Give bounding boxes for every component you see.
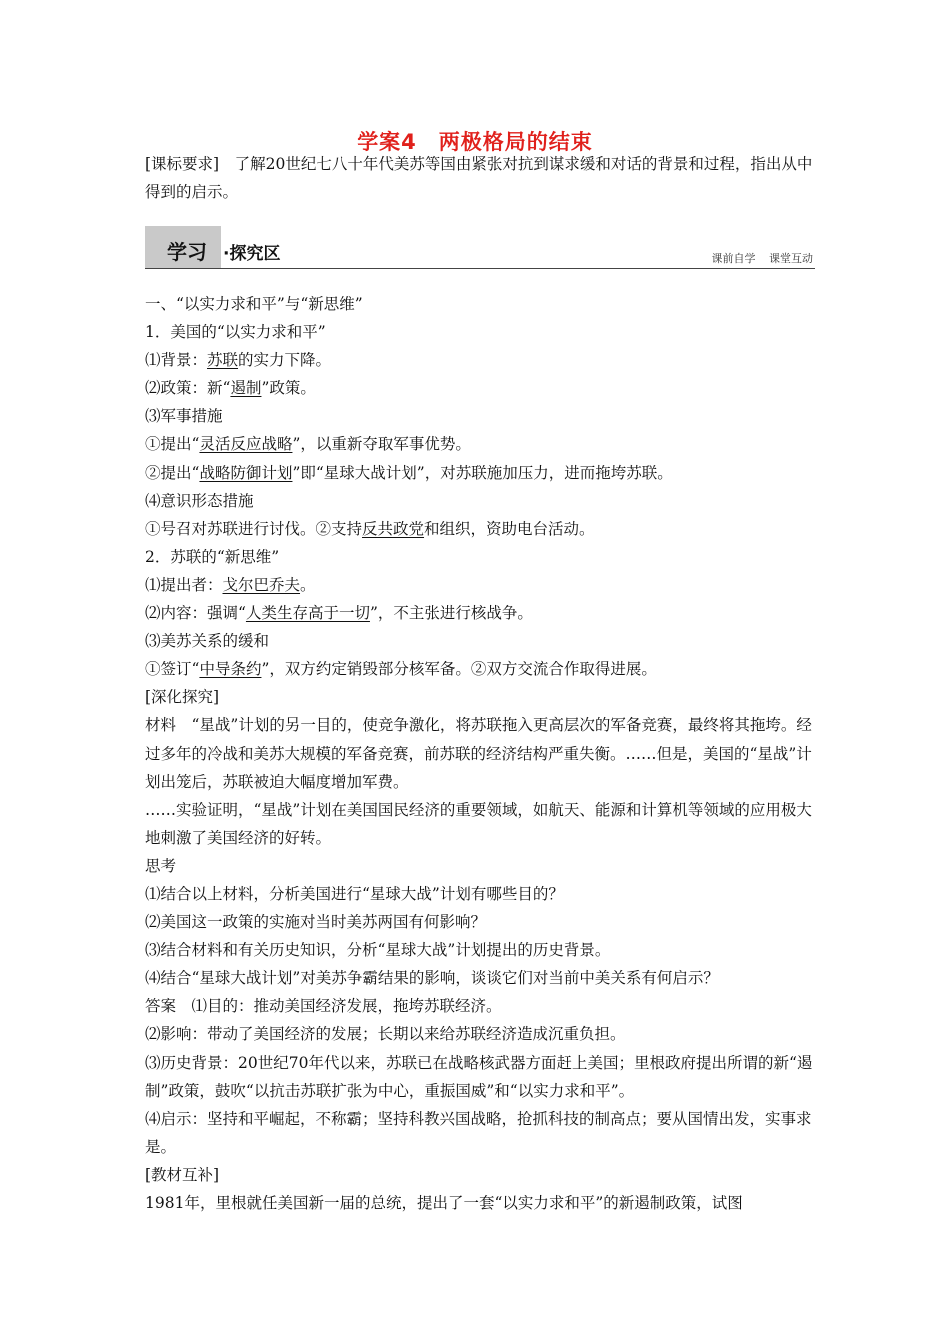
requirement-label: [课标要求] [145, 155, 220, 173]
answer: ⑷启示：坚持和平崛起，不称霸；坚持科教兴国战略，抢抓科技的制高点；要从国情出发，实事求是。 [145, 1109, 812, 1156]
question: ⑶结合材料和有关历史知识，分析“星球大战”计划提出的历史背景。 [145, 941, 611, 960]
answer: ⑵影响：带动了美国经济的发展；长期以来给苏联经济造成沉重负担。 [145, 1025, 626, 1044]
blank-answer: 遏制 [230, 379, 262, 398]
blank-answer: 反共政党 [362, 519, 425, 538]
banner-sub: ·探究区 [223, 244, 281, 264]
blank-answer: 人类生存高于一切 [245, 604, 370, 623]
blank-answer: 中导条约 [199, 660, 262, 679]
page-title: 学案4 两极格局的结束 [357, 130, 593, 154]
supplement-text: 1981年，里根就任美国新一届的总统，提出了一套“以实力求和平”的新遏制政策，试图 [145, 1194, 743, 1212]
banner-main: 学习 [167, 240, 207, 264]
question: ⑷结合“星球大战计划”对美苏争霸结果的影响，谈谈它们对当前中美关系有何启示？ [145, 969, 719, 988]
supplement-heading: [教材互补] [145, 1165, 220, 1184]
section-heading: 一、“以实力求和平”与“新思维” [145, 295, 363, 313]
section-banner [145, 226, 815, 270]
requirement-text: 了解20世纪七八十年代美苏等国由紧张对抗到谋求缓和对话的背景和过程，指出从中得到的启示。 [145, 155, 813, 201]
blank-answer: 戈尔巴乔夫 [222, 575, 301, 594]
material-paragraph: ……实验证明，“星战”计划在美国国民经济的重要领域，如航天、能源和计算机等领域的应用极大地刺激了美国经济的好转。 [145, 800, 812, 847]
question: ⑴结合以上材料，分析美国进行“星球大战”计划有哪些目的？ [145, 884, 564, 903]
paragraph: ②提出“战略防御计划”即“星球大战计划”，对苏联施加压力，进而拖垮苏联。 [145, 463, 673, 482]
paragraph: ⑷意识形态措施 [145, 491, 254, 510]
think-heading: 思考 [145, 856, 177, 875]
main-content [145, 290, 817, 1217]
paragraph: ⑶美苏关系的缓和 [145, 632, 270, 651]
paragraph: ①提出“灵活反应战略”，以重新夺取军事优势。 [145, 435, 471, 454]
banner-right: 课前自学 课堂互动 [711, 252, 813, 265]
blank-answer: 战略防御计划 [199, 463, 293, 482]
paragraph: ⑵内容：强调“人类生存高于一切”，不主张进行核战争。 [145, 604, 533, 623]
answer: ⑶历史背景：20世纪70年代以来，苏联已在战略核武器方面赶上美国；里根政府提出所谓的新“遏制”政策，鼓吹“以抗击苏联扩张为中心，重振国威”和“以实力求和平”。 [145, 1053, 813, 1100]
paragraph: ①签订“中导条约”，双方约定销毁部分核军备。②双方交流合作取得进展。 [145, 660, 657, 679]
subsection-heading: 1．美国的“以实力求和平” [145, 323, 326, 342]
paragraph: ⑴提出者：戈尔巴乔夫。 [145, 575, 316, 594]
paragraph: ⑶军事措施 [145, 407, 223, 426]
banner-divider [145, 268, 815, 269]
blank-answer: 灵活反应战略 [199, 435, 293, 454]
blank-answer: 苏联 [207, 351, 239, 370]
answer: 答案 ⑴目的：推动美国经济发展，拖垮苏联经济。 [145, 997, 502, 1016]
curriculum-requirement [145, 150, 817, 206]
paragraph: ⑴背景：苏联的实力下降。 [145, 351, 332, 370]
subsection-heading: 2．苏联的“新思维” [145, 547, 280, 566]
explore-heading: [深化探究] [145, 688, 220, 707]
paragraph: ⑵政策：新“遏制”政策。 [145, 379, 316, 398]
material-paragraph: 材料 “星战”计划的另一目的，使竞争激化，将苏联拖入更高层次的军备竞赛，最终将其拖垮。经过多年的冷战和美苏大规模的军备竞赛，前苏联的经济结构严重失衡。……但是，美国的“星战”计划出笼后，苏联被迫大幅度增加军费。 [145, 716, 812, 791]
banner-box [145, 226, 221, 268]
question: ⑵美国这一政策的实施对当时美苏两国有何影响？ [145, 913, 487, 932]
paragraph: ①号召对苏联进行讨伐。②支持反共政党和组织，资助电台活动。 [145, 519, 595, 538]
